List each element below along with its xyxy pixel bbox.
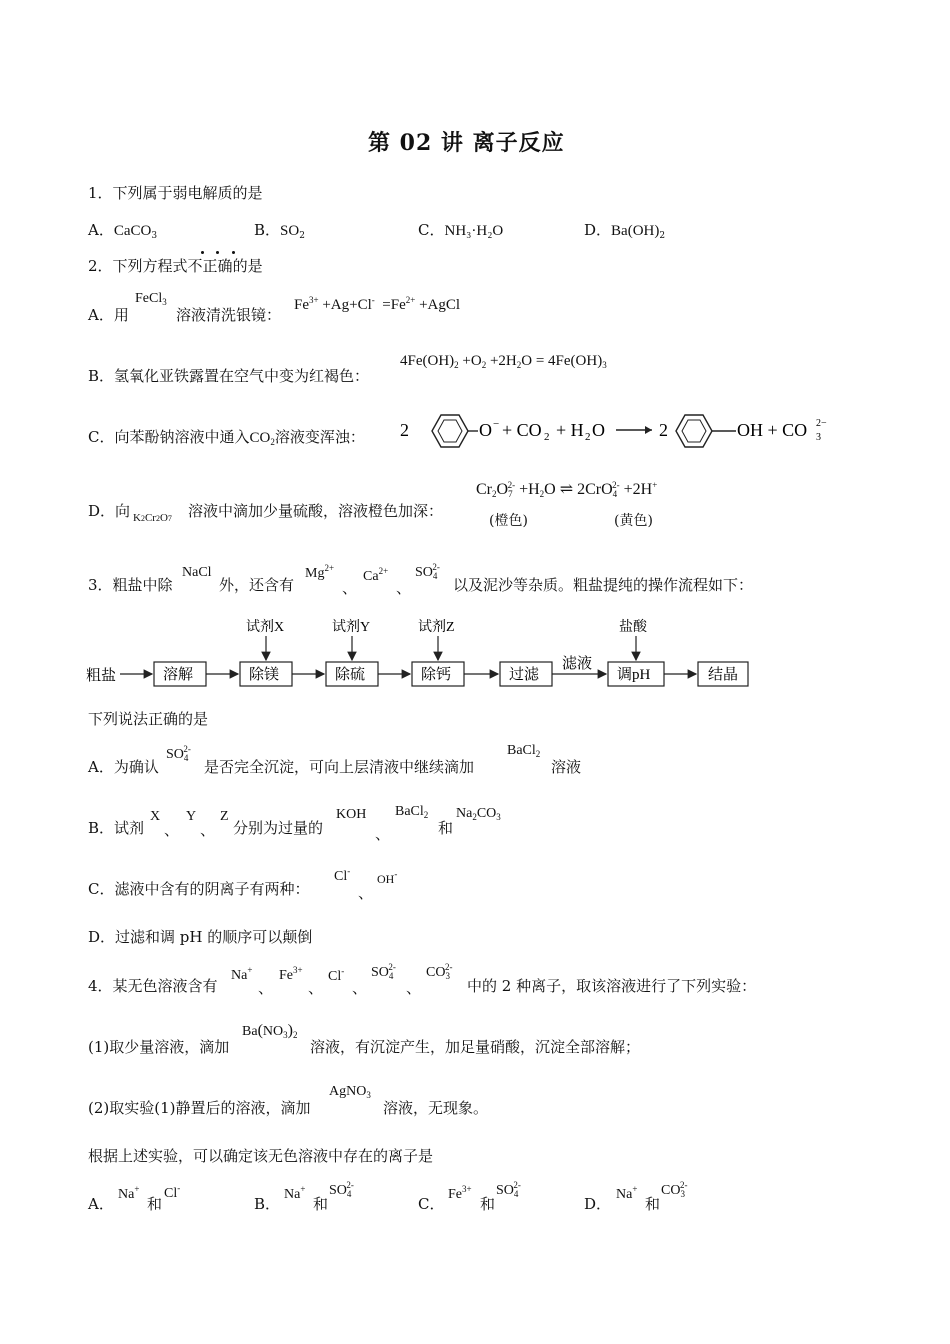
ion-fe3plus: $Fe^{3+}$ <box>448 1184 472 1202</box>
svg-text:2: 2 <box>400 420 409 440</box>
and-text: 和 <box>645 1195 661 1213</box>
ion-co3: $CO_3^{2-}$ <box>426 962 453 981</box>
q3-option-a-2: 是否完全沉淀，可向上层清液中继续滴加 <box>204 758 475 776</box>
ion-na-plus: Na+ <box>284 1184 306 1202</box>
flow-reagent-x: 试剂X <box>246 620 285 635</box>
q4-option-c-label: C． <box>418 1195 445 1213</box>
flow-box-adjust-ph: 调pH <box>617 667 651 683</box>
emphasis-text: 不正确 <box>187 257 233 275</box>
label-orange: (橙色) <box>489 513 528 529</box>
separator: 、 <box>352 979 368 997</box>
and-text: 和 <box>313 1195 329 1213</box>
q1-option-d: D．$Ba(OH)_2$ <box>584 221 666 241</box>
separator: 、 <box>396 579 412 597</box>
emphasis-dot <box>216 251 219 254</box>
svg-text:2−: 2− <box>816 418 827 429</box>
ion-mg2plus: $Mg^{2+}$ <box>305 563 335 581</box>
ion-na-plus: Na+ <box>616 1184 638 1202</box>
svg-text:2: 2 <box>544 431 550 443</box>
separator: 、 <box>164 821 180 839</box>
svg-text:−: − <box>493 418 500 430</box>
formula-agno3: AgNO$_3$ <box>329 1084 371 1100</box>
flow-box-filter: 过滤 <box>509 667 540 683</box>
ion-co3: $CO_3^{2-}$ <box>661 1180 688 1199</box>
phenoxide-equation <box>396 402 838 458</box>
q2-option-a-text1: A．用 <box>88 306 129 324</box>
page-title: 第 02 讲 离子反应 <box>368 130 565 156</box>
q3-option-a-1: A．为确认 <box>88 758 159 776</box>
svg-text:2: 2 <box>659 420 668 440</box>
flow-reagent-z: 试剂Z <box>418 620 455 635</box>
q3-stem-3: 以及泥沙等杂质。粗盐提纯的操作流程如下： <box>453 576 754 594</box>
formula-na2co3: $Na_2CO_3$ <box>456 806 501 822</box>
q4-conclusion: 根据上述实验，可以确定该无色溶液中存在的离子是 <box>88 1147 434 1165</box>
q2-option-a-text2: 溶液清洗银镜： <box>176 306 282 324</box>
label-yellow: (黄色) <box>614 513 653 529</box>
svg-text:O: O <box>592 420 605 440</box>
svg-text:+ H: + H <box>556 420 584 440</box>
q4-exp2-a: (2)取实验(1)静置后的溶液，滴加 <box>88 1099 311 1117</box>
flow-filtrate-label: 滤液 <box>562 656 593 672</box>
equation-dichromate: $Cr_2O_7^{2-} +H_2O$ ⇌ 2CrO$_4^{2-}$ +2H+ <box>476 480 658 499</box>
ion-na-plus: Na+ <box>118 1184 140 1202</box>
q3-option-b-3: 和 <box>438 819 454 837</box>
ion-ca2plus: $Ca^{2+}$ <box>363 566 389 584</box>
q3-stem-1: 3．粗盐中除 <box>88 576 173 594</box>
equation-silver-mirror: $Fe^{3+} +Ag+Cl^- =Fe^{2+}$ +AgCl <box>294 295 461 313</box>
separator: 、 <box>375 825 391 843</box>
flow-box-dissolve: 溶解 <box>163 667 194 683</box>
flow-box-crystallize: 结晶 <box>708 667 739 683</box>
ion-so4: $SO_4^{2-}$ <box>371 962 396 981</box>
q4-option-b-label: B． <box>254 1195 281 1213</box>
svg-text:O: O <box>479 420 492 440</box>
separator: 、 <box>308 979 324 997</box>
q3-option-b-1: B．试剂 <box>88 819 145 837</box>
ion-cl-minus: Cl- <box>164 1183 181 1201</box>
formula-fecl3: FeCl$_3$ <box>135 291 167 307</box>
q3-option-c: C．滤液中含有的阴离子有两种： <box>88 880 310 898</box>
q1-option-b: B．$SO_2$ <box>254 221 305 241</box>
flow-reagent-y: 试剂Y <box>332 620 371 635</box>
reagent-z: Z <box>220 809 229 824</box>
q3-intro: 下列说法正确的是 <box>88 710 209 728</box>
q4-exp2-b: 溶液，无现象。 <box>383 1099 489 1117</box>
reagent-x: X <box>150 809 161 824</box>
flow-box-remove-sulfate: 除硫 <box>335 667 366 683</box>
and-text: 和 <box>147 1195 163 1213</box>
q4-stem-1: 4．某无色溶液含有 <box>88 977 218 995</box>
q2-option-c-text1: C．向苯酚钠溶液中通入$CO_2$溶液变浑浊： <box>88 428 365 447</box>
q2-option-d-text2: 溶液中滴加少量硫酸，溶液橙色加深： <box>188 502 444 520</box>
formula-nacl: NaCl <box>182 565 212 580</box>
svg-text:3: 3 <box>816 432 821 443</box>
ion-fe3plus: $Fe^{3+}$ <box>279 965 303 983</box>
q3-option-d: D．过滤和调 pH 的顺序可以颠倒 <box>88 928 313 946</box>
q2-option-d-text1: D．向 <box>88 502 131 520</box>
q1-stem: 1．下列属于弱电解质的是 <box>88 184 263 202</box>
q4-option-d-label: D． <box>584 1195 612 1213</box>
ion-so4: $SO_4^{2-}$ <box>166 744 191 763</box>
q4-stem-2: 中的 2 种离子，取该溶液进行了下列实验： <box>467 977 757 995</box>
q3-stem-2: 外，还含有 <box>219 576 295 594</box>
ion-so4: $SO_4^{2-}$ <box>496 1180 521 1199</box>
separator: 、 <box>342 579 358 597</box>
q2-stem: 2．下列方程式不正确的是 <box>88 257 263 275</box>
emphasis-dot <box>201 251 204 254</box>
separator: 、 <box>406 979 422 997</box>
q4-exp1-b: 溶液，有沉淀产生，加足量硝酸，沉淀全部溶解； <box>310 1038 641 1056</box>
ion-cl-minus: Cl- <box>328 966 345 984</box>
svg-text:2: 2 <box>585 431 591 443</box>
formula-bacl2: BaCl$_2$ <box>395 804 429 820</box>
q2-option-b-text: B．氢氧化亚铁露置在空气中变为红褐色： <box>88 367 370 385</box>
q4-option-a-label: A． <box>88 1195 114 1213</box>
flow-box-remove-mg: 除镁 <box>249 667 280 683</box>
and-text: 和 <box>480 1195 496 1213</box>
purification-flowchart <box>84 612 756 692</box>
emphasis-dot <box>232 251 235 254</box>
ion-oh-minus: OH- <box>377 869 398 886</box>
separator: 、 <box>200 821 216 839</box>
formula-k2cr2o7: K2Cr2O7 <box>133 512 172 524</box>
ion-cl-minus: Cl- <box>334 866 351 884</box>
ion-na-plus: Na+ <box>231 965 253 983</box>
reagent-y: Y <box>186 809 197 824</box>
equation-iron-hydroxide: $4Fe(OH)_2 +O_2 +2H_2O = 4Fe(OH)_3$ <box>400 353 607 370</box>
ion-so4: $SO_4^{2-}$ <box>329 1180 354 1199</box>
formula-koh: KOH <box>336 807 367 822</box>
separator: 、 <box>358 884 374 902</box>
q1-option-c: C．NH₃·H₂O <box>418 221 504 239</box>
svg-text:OH + CO: OH + CO <box>737 420 808 440</box>
ion-so4: $SO_4^{2-}$ <box>415 562 440 581</box>
formula-bacl2: BaCl$_2$ <box>507 743 541 759</box>
q1-option-a: A．CaCO$_3$ <box>88 221 158 241</box>
flow-box-remove-ca: 除钙 <box>421 667 452 683</box>
flow-start-label: 粗盐 <box>86 668 117 684</box>
svg-text:+ CO: + CO <box>502 420 542 440</box>
q3-option-b-2: 分别为过量的 <box>233 819 324 837</box>
separator: 、 <box>258 979 274 997</box>
formula-ba-no3-2: $Ba(NO_3)_2$ <box>242 1022 298 1040</box>
flow-reagent-hcl: 盐酸 <box>619 620 647 635</box>
q3-option-a-3: 溶液 <box>551 758 582 776</box>
q4-exp1-a: (1)取少量溶液，滴加 <box>88 1038 230 1056</box>
